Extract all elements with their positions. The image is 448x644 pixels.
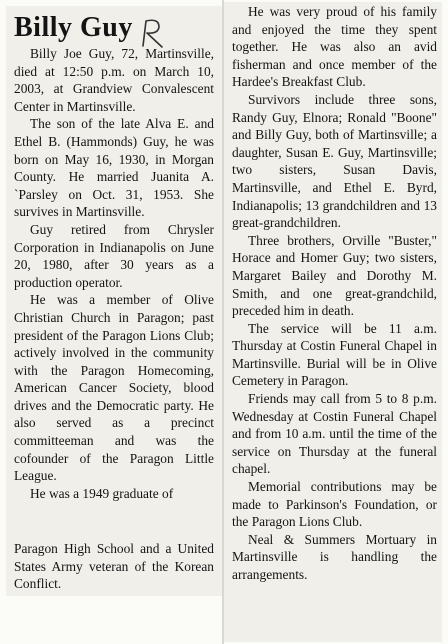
paragraph: The service will be 11 a.m. Thursday at Costin Funeral Chapel in Martinsville. Burial will be in Olive Cemetery in Paragon. [232,320,437,389]
paragraph: Billy Joe Guy, 72, Martinsville, died at 12:50 p.m. on March 10, 2003, at Grandview Convalescent Center in Martinsville. [14,46,214,114]
paragraph: Neal & Summers Mortuary in Martinsville is handling the arrangements. [232,531,437,582]
paragraph: Friends may call from 5 to 8 p.m. Wednesday at Costin Funeral Chapel and from 10 a.m. until the time of the service on Thursday at the funeral chapel. [232,391,437,477]
paragraph: He was a member of Olive Christian Church in Paragon; past president of the Paragon Lions Club; actively involved in the community with the Paragon Homecoming, American Cancer Society, blood drives and the Democratic party. He also served as a precinct committeeman and was the cofounder of the Paragon Little League. [14,292,214,484]
paragraph: He was very proud of his family and enjoyed the time they spent together. He was also an avid fisherman and once member of the Hardee's Breakfast Club. [232,4,437,90]
paragraph: Paragon High School and a United States Army veteran of the Korean Conflict. [14,541,214,592]
paragraph: Survivors include three sons, Randy Guy, Elnora; Ronald "Boone" and Billy Guy, both of Martinsville; a daughter, Susan E. Guy, Martinsville; two sisters, Susan Davis, Martinsville, and Ethel E. Byrd, Indianapolis; 13 grandchildren and 13 great-grandchildren. [232,91,437,231]
paragraph: Guy retired from Chrysler Corporation in Indianapolis on June 20, 1980, after 30 years as a production operator. [14,221,214,290]
left-column-text [14,45,214,502]
paragraph: He was a 1949 graduate of [30,485,174,501]
left-column-continuation [14,540,214,593]
obituary-headline: Billy Guy [14,12,133,43]
paragraph: The son of the late Alva E. and Ethel B. (Hammonds) Guy, he was born on May 16, 1930, in Morgan County. He married Juanita A. `Parsley on Oct. 31, 1953. She survives in Martinsville. [14,116,214,220]
right-column-text [232,3,437,584]
column-divider [222,0,224,644]
paragraph: Three brothers, Orville "Buster," Horace and Homer Guy; two sisters, Margaret Bailey and Dorothy M. Smith, and one great-grandchild, preceded him in death. [232,232,437,319]
paragraph: Memorial contributions may be made to Parkinson's Foundation, or the Paragon Lions Club. [232,479,437,530]
